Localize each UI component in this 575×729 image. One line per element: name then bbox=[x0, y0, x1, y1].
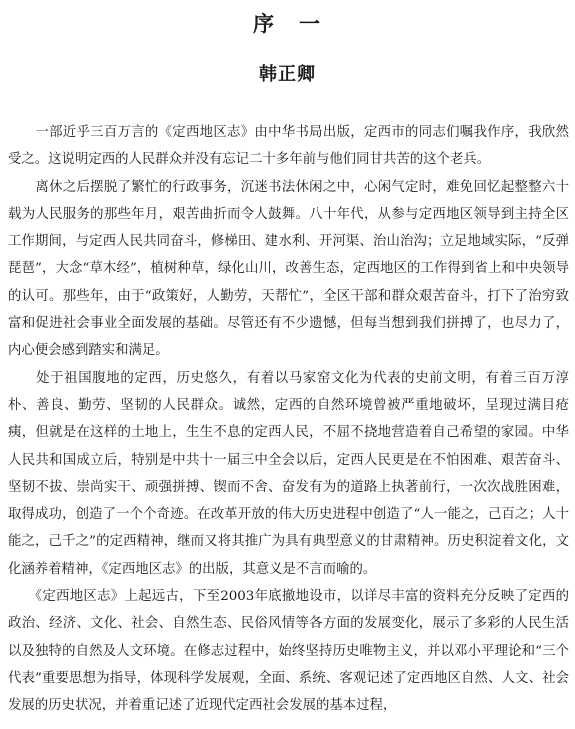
author-name: 韩正卿 bbox=[259, 64, 316, 85]
paragraph-2: 离休之后摆脱了繁忙的行政事务，沉迷书法休闲之中，心闲气定时，难免回忆起整整六十载为人民服务的那些年月，艰苦曲折而令人鼓舞。八十年代，从参与定西地区领导到主持全区工作期间，与定西人民共同奋斗，修梯田、建水利、开河渠、治山治沟；立足地域实际，“反弹琵琶”，大念“草木经”，植树种草，绿化山川，改善生态，定西地区的工作得到省上和中央领导的认可。那些年，由于“政策好，人勤劳，天帮忙”，全区干部和群众艰苦奋斗，打下了治穷致富和促进社会事业全面发展的基础。尽管还有不少遗憾，但每当想到我们拼搏了，也尽力了，内心便会感到踏实和满足。 bbox=[8, 179, 569, 359]
paragraph-4: 《定西地区志》上起远古，下至2003年底撤地设市，以详尽丰富的资料充分反映了定西的政治、经济、文化、社会、自然生态、民俗风情等各方面的发展变化，展示了多彩的人民生活以及独特的自然及人文环境。在修志过程中，始终坚持历史唯物主义，并以邓小平理论和“三个代表”重要思想为指导，体现科学发展观，全面、系统、客观记述了定西地区自然、人文、社会发展的历史状况，并着重记述了近现代定西社会发展的基本过程， bbox=[8, 589, 569, 714]
paragraph-3: 处于祖国腹地的定西，历史悠久，有着以马家窑文化为代表的史前文明，有着三百万淳朴、善良、勤劳、坚韧的人民群众。诚然，定西的自然环境曾被严重地破坏，呈现过满目疮痍，但就是在这样的土地上，生生不息的定西人民，不屈不挠地营造着自己希望的家园。中华人民共和国成立后，特别是中共十一届三中全会以后，定西人民更是在不怕困难、艰苦奋斗、坚韧不拔、崇尚实干、顽强拼搏、锲而不舍、奋发有为的道路上执著前行，一次次战胜困难，取得成功，创造了一个个奇迹。在改革开放的伟大历史进程中创造了“人一能之，己百之；人十能之，己千之”的定西精神，继而又将其推广为具有典型意义的甘肃精神。历史积淀着文化，文化涵养着精神，《定西地区志》的出版，其意义是不言而喻的。 bbox=[8, 370, 569, 577]
paragraph-1: 一部近乎三百万言的《定西地区志》由中华书局出版，定西市的同志们嘱我作序，我欣然受之。这说明定西的人民群众并没有忘记二十多年前与他们同甘共苦的这个老兵。 bbox=[8, 125, 569, 168]
body-text bbox=[8, 119, 569, 720]
page-title: 序 一 bbox=[253, 12, 322, 36]
